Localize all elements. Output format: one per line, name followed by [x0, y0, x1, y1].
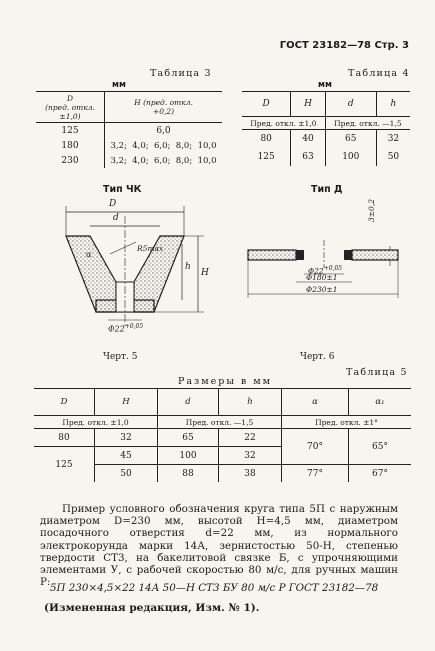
table3-unit: мм — [112, 80, 126, 90]
table4-caption: Таблица 4 — [348, 68, 410, 79]
fig5-label-h: h — [185, 262, 191, 272]
table5-title: Размеры в мм — [178, 376, 273, 387]
table5-header-d: d — [158, 389, 219, 416]
figure5-caption: Черт. 5 — [103, 352, 138, 362]
table4-cell: 125 — [242, 148, 291, 166]
table5-header-D: D — [34, 389, 95, 416]
disc-right — [352, 250, 398, 260]
table5-cell: 32 — [95, 429, 158, 447]
table5-cell: 70° — [282, 429, 349, 465]
table3-cell: 230 — [36, 153, 105, 168]
table5-cell: 45 — [95, 447, 158, 465]
table5-tolerance-2: Пред. откл. —1,5 — [158, 416, 282, 429]
table5-cell: 22 — [219, 429, 282, 447]
table4-header-H: H — [291, 92, 325, 117]
edition-note: (Измененная редакция, Изм. № 1). — [44, 602, 260, 614]
table4-cell: 63 — [291, 148, 325, 166]
table5-cell: 77° — [282, 465, 349, 483]
table3-cell: 6,0 — [156, 125, 171, 136]
fig5-label-H: H — [201, 268, 209, 278]
figure6-title: Тип Д — [311, 184, 343, 195]
table5-cell: 50 — [95, 465, 158, 483]
table-row — [242, 130, 410, 149]
table5 — [34, 388, 411, 482]
figure5-drawing — [48, 196, 228, 336]
table4-cell: 50 — [387, 152, 400, 162]
table3-col2-header: H (пред. откл. +0,2) — [105, 92, 223, 123]
table3-cell: 3,2; 4,0; 6,0; 8,0; 10,0 — [110, 140, 217, 151]
table5-cell: 65 — [158, 429, 219, 447]
table5-tolerance-3: Пред. откл. ±1° — [282, 416, 412, 429]
disc-insert-left — [296, 250, 304, 260]
table3-cell: 180 — [36, 138, 105, 153]
table3 — [36, 91, 222, 168]
table4-cell: 100 — [325, 148, 376, 166]
table4-tolerance-left: Пред. откл. ±1,0 — [242, 117, 325, 130]
table4-tolerance-right: Пред. откл. —1,5 — [325, 117, 410, 130]
fig6-label-d230: Φ230±1 — [306, 285, 338, 294]
figure6-drawing — [240, 210, 420, 310]
fig5-label-r5: R5max — [137, 244, 164, 253]
table4-cell: 32 — [387, 134, 400, 144]
table3-caption: Таблица 3 — [150, 68, 212, 79]
table5-header-alpha: α — [282, 389, 349, 416]
fig6-label-d180: Φ180±1 — [306, 273, 338, 282]
table4 — [242, 91, 410, 166]
fig5-label-alpha: α — [86, 250, 92, 259]
fig6-label-thickness: 3±0,2 — [367, 199, 376, 222]
table3-cell: 3,2; 4,0; 6,0; 8,0; 10,0 — [110, 155, 217, 166]
table4-cell: 40 — [291, 130, 325, 149]
disc-left — [248, 250, 296, 260]
disc-insert-right — [344, 250, 352, 260]
table-row — [34, 429, 411, 447]
fig5-label-D: D — [109, 199, 117, 209]
table5-caption: Таблица 5 — [346, 367, 408, 378]
table5-cell: 125 — [34, 447, 95, 483]
table4-cell: 80 — [242, 130, 291, 149]
table4-header-D: D — [242, 92, 291, 117]
table4-header-d: d — [325, 92, 376, 117]
table5-cell: 88 — [158, 465, 219, 483]
table5-cell: 100 — [158, 447, 219, 465]
table-row — [36, 138, 222, 153]
figure6-caption: Черт. 6 — [300, 352, 335, 362]
example-paragraph: Пример условного обозначения круга типа 5П с наружным диаметром D=230 мм, высотой H=4,5 мм, диаметром посадочного отверстия d=22 мм, из нормального электрокорунда марки 14А, зернистостью 50-Н, степенью твердости СТ3, на бакелитовой связке Б, с упрочняющими элементами У, с рабочей скоростью 80 м/с, для ручных машин Р: — [40, 503, 398, 589]
table3-col1-header: D (пред. откл. ±1,0) — [36, 92, 105, 123]
table4-cell: 65 — [325, 130, 376, 149]
table4-header-h: h — [376, 92, 410, 117]
table-row — [242, 148, 410, 166]
table5-header-alpha1: α₁ — [349, 389, 412, 416]
designation-formula: 5П 230×4,5×22 14А 50—Н СТ3 БУ 80 м/с Р ГОСТ 23182—78 — [50, 582, 379, 594]
page-header: ГОСТ 23182—78 Стр. 3 — [279, 40, 409, 51]
table5-cell: 67° — [349, 465, 412, 483]
table5-header-H: H — [95, 389, 158, 416]
table5-header-h: h — [219, 389, 282, 416]
table4-unit: мм — [318, 80, 332, 90]
table-row — [36, 153, 222, 168]
figure5-title: Тип ЧК — [103, 184, 142, 195]
table5-cell: 32 — [219, 447, 282, 465]
fig6-label-bore: $\Phi 22^{+0,05}$ — [308, 265, 343, 276]
fig5-label-bore: $\Phi 22^{+0,05}$ — [108, 323, 144, 334]
table5-cell: 80 — [34, 429, 95, 447]
table-row — [36, 123, 222, 139]
table5-tolerance-1: Пред. откл. ±1,0 — [34, 416, 158, 429]
table5-cell: 65° — [349, 429, 412, 465]
fig5-label-d: d — [113, 213, 119, 223]
table5-cell: 38 — [219, 465, 282, 483]
table3-cell: 125 — [36, 123, 105, 139]
